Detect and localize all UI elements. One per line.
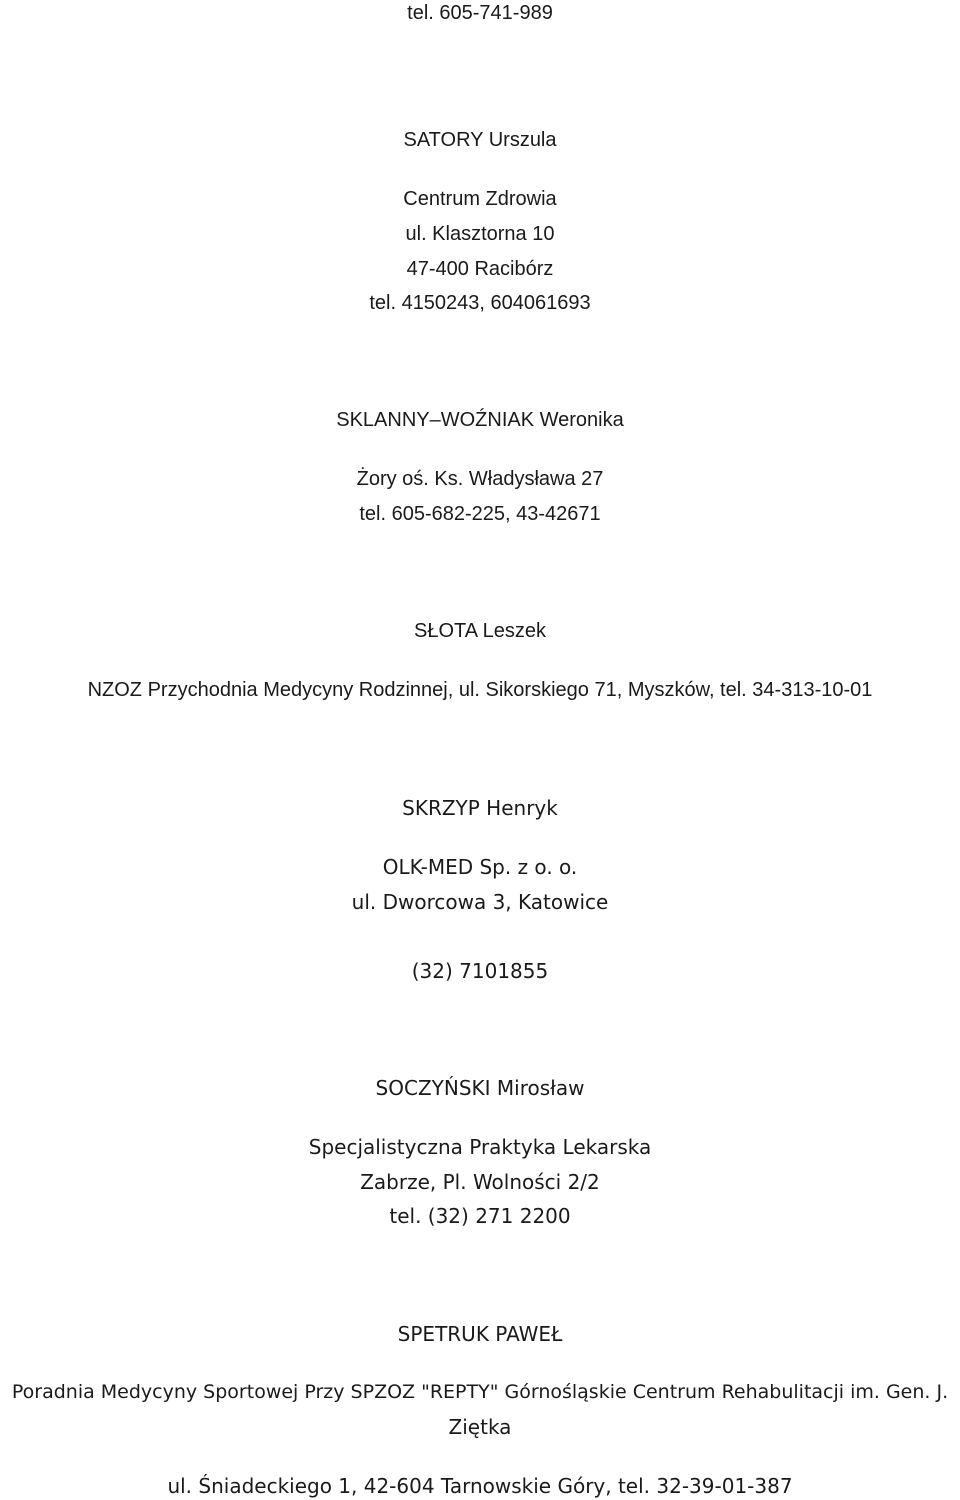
entry-skrzyp-line-2: (32) 7101855 xyxy=(411,959,549,983)
entry-satory-line-3: tel. 4150243, 604061693 xyxy=(369,292,591,314)
entry-sklanny-line-0: Żory oś. Ks. Władysława 27 xyxy=(356,468,604,490)
entry-skrzyp-line-0: OLK-MED Sp. z o. o. xyxy=(382,855,578,879)
entry-satory-line-2: 47-400 Racibórz xyxy=(406,258,554,280)
entry-soczynski-name: SOCZYŃSKI Mirosław xyxy=(375,1076,585,1100)
entry-satory-name: SATORY Urszula xyxy=(403,129,557,151)
entry-soczynski-line-1: Zabrze, Pl. Wolności 2/2 xyxy=(360,1170,600,1194)
entry-sklanny-name: SKLANNY–WOŹNIAK Weronika xyxy=(336,409,624,431)
entry-0-line-0: tel. 605-741-989 xyxy=(407,2,553,24)
entry-satory-line-1: ul. Klasztorna 10 xyxy=(405,223,555,245)
entry-spetruk-name: SPETRUK PAWEŁ xyxy=(397,1322,563,1346)
entry-slota-name: SŁOTA Leszek xyxy=(414,620,546,642)
entry-slota-line-0: NZOZ Przychodnia Medycyny Rodzinnej, ul. Sikorskiego 71, Myszków, tel. 34-313-10-01 xyxy=(87,679,873,701)
entry-spetruk-line-2: ul. Śniadeckiego 1, 42-604 Tarnowskie Góry, tel. 32-39-01-387 xyxy=(167,1474,793,1498)
entry-soczynski-line-2: tel. (32) 271 2200 xyxy=(389,1204,571,1228)
entry-soczynski-line-0: Specjalistyczna Praktyka Lekarska xyxy=(308,1135,652,1159)
entry-skrzyp-line-1: ul. Dworcowa 3, Katowice xyxy=(351,890,609,914)
entry-skrzyp-name: SKRZYP Henryk xyxy=(402,796,558,820)
entry-spetruk-line-0: Poradnia Medycyny Sportowej Przy SPZOZ "REPTY" Górnośląskie Centrum Rehabulitacji im. Gen. J. xyxy=(11,1381,949,1403)
entry-satory-line-0: Centrum Zdrowia xyxy=(403,188,557,210)
entry-sklanny-line-1: tel. 605-682-225, 43-42671 xyxy=(359,503,601,525)
entry-spetruk-line-1: Ziętka xyxy=(448,1415,512,1439)
